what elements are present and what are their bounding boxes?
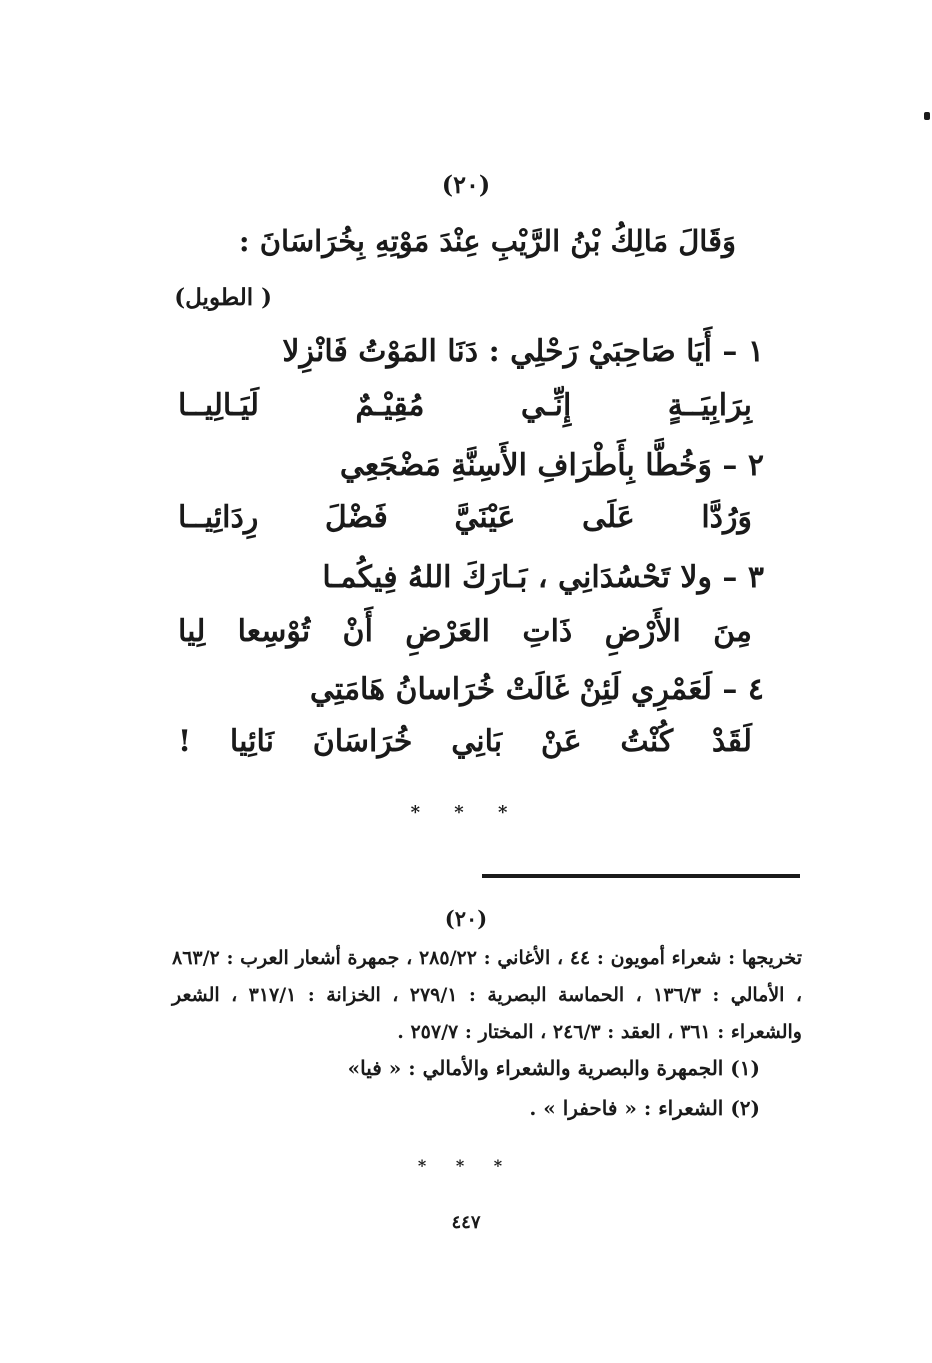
footnote-sources: تخريجها : شعراء أمويون : ٤٤ ، الأغاني : ٢٨٥/٢٢ ، جمهرة أشعار العرب : ٨٦٣/٢ ، الأمالي : ١٣٦/٣ ، الحماسة البصرية : ٢٧٩/١ ، الخزانة : ٣١٧/١ ، الشعر والشعراء : ٣٦١ ، العقد : ٢٤٦/٣ ، المختار : ٢٥٧/٧ .: [172, 947, 802, 1043]
scan-mark: [924, 112, 930, 120]
verse-4-first-hemistich: ٤ – لَعَمْرِي لَئِنْ غَالَتْ خُرَاسانُ هَامَتِي: [309, 672, 764, 707]
page-number: ٤٤٧: [451, 1212, 481, 1233]
footnote-divider: [482, 874, 800, 878]
footnote-note-2: (٢) الشعراء : « فاحفرا » .: [529, 1096, 760, 1120]
verse-3-second-hemistich: مِنَ الأَرْضِ ذَاتِ العَرْضِ أَنْ تُوْسِعا لِيا: [178, 614, 752, 649]
verse-3-first-hemistich: ٣ – ولا تَحْسُدَانِي ، بَـارَكَ اللهُ فِيكُمـا: [322, 560, 764, 595]
footnote-number: (٢٠): [444, 906, 488, 931]
verse-2-first-hemistich: ٢ – وَخُطَّا بِأَطْرَافِ الأَسِنَّةِ مَضْجَعِي: [339, 448, 764, 483]
poem-number: (٢٠): [441, 170, 491, 199]
footnote-separator: * * *: [417, 1156, 515, 1175]
poem-intro: وَقَالَ مَالِكُ بْنُ الرَّيْبِ عِنْدَ مَوْتِهِ بِخُرَاسَانَ :: [238, 224, 736, 258]
section-separator: * * *: [410, 802, 522, 823]
verse-1-first-hemistich: ١ – أَيَا صَاحِبَيْ رَحْلِي : دَنَا المَوْتُ فَانْزِلا: [282, 334, 764, 369]
poem-meter: ( الطويل): [174, 284, 272, 311]
footnote-note-1: (١) الجمهرة والبصرية والشعراء والأمالي : « فيا»: [347, 1056, 760, 1080]
verse-2-second-hemistich: وَرُدَّا عَلَى عَيْنَيَّ فَضْلَ رِدَائِيــا: [178, 500, 752, 535]
verse-1-second-hemistich: بِرَابِيَــةٍ إِنِّـي مُقِيْـمٌ لَيَـالِيــا: [178, 388, 752, 423]
verse-4-second-hemistich: لَقَدْ كُنْتُ عَنْ بَانِي خُرَاسَانَ نَائِيا !: [178, 724, 752, 759]
